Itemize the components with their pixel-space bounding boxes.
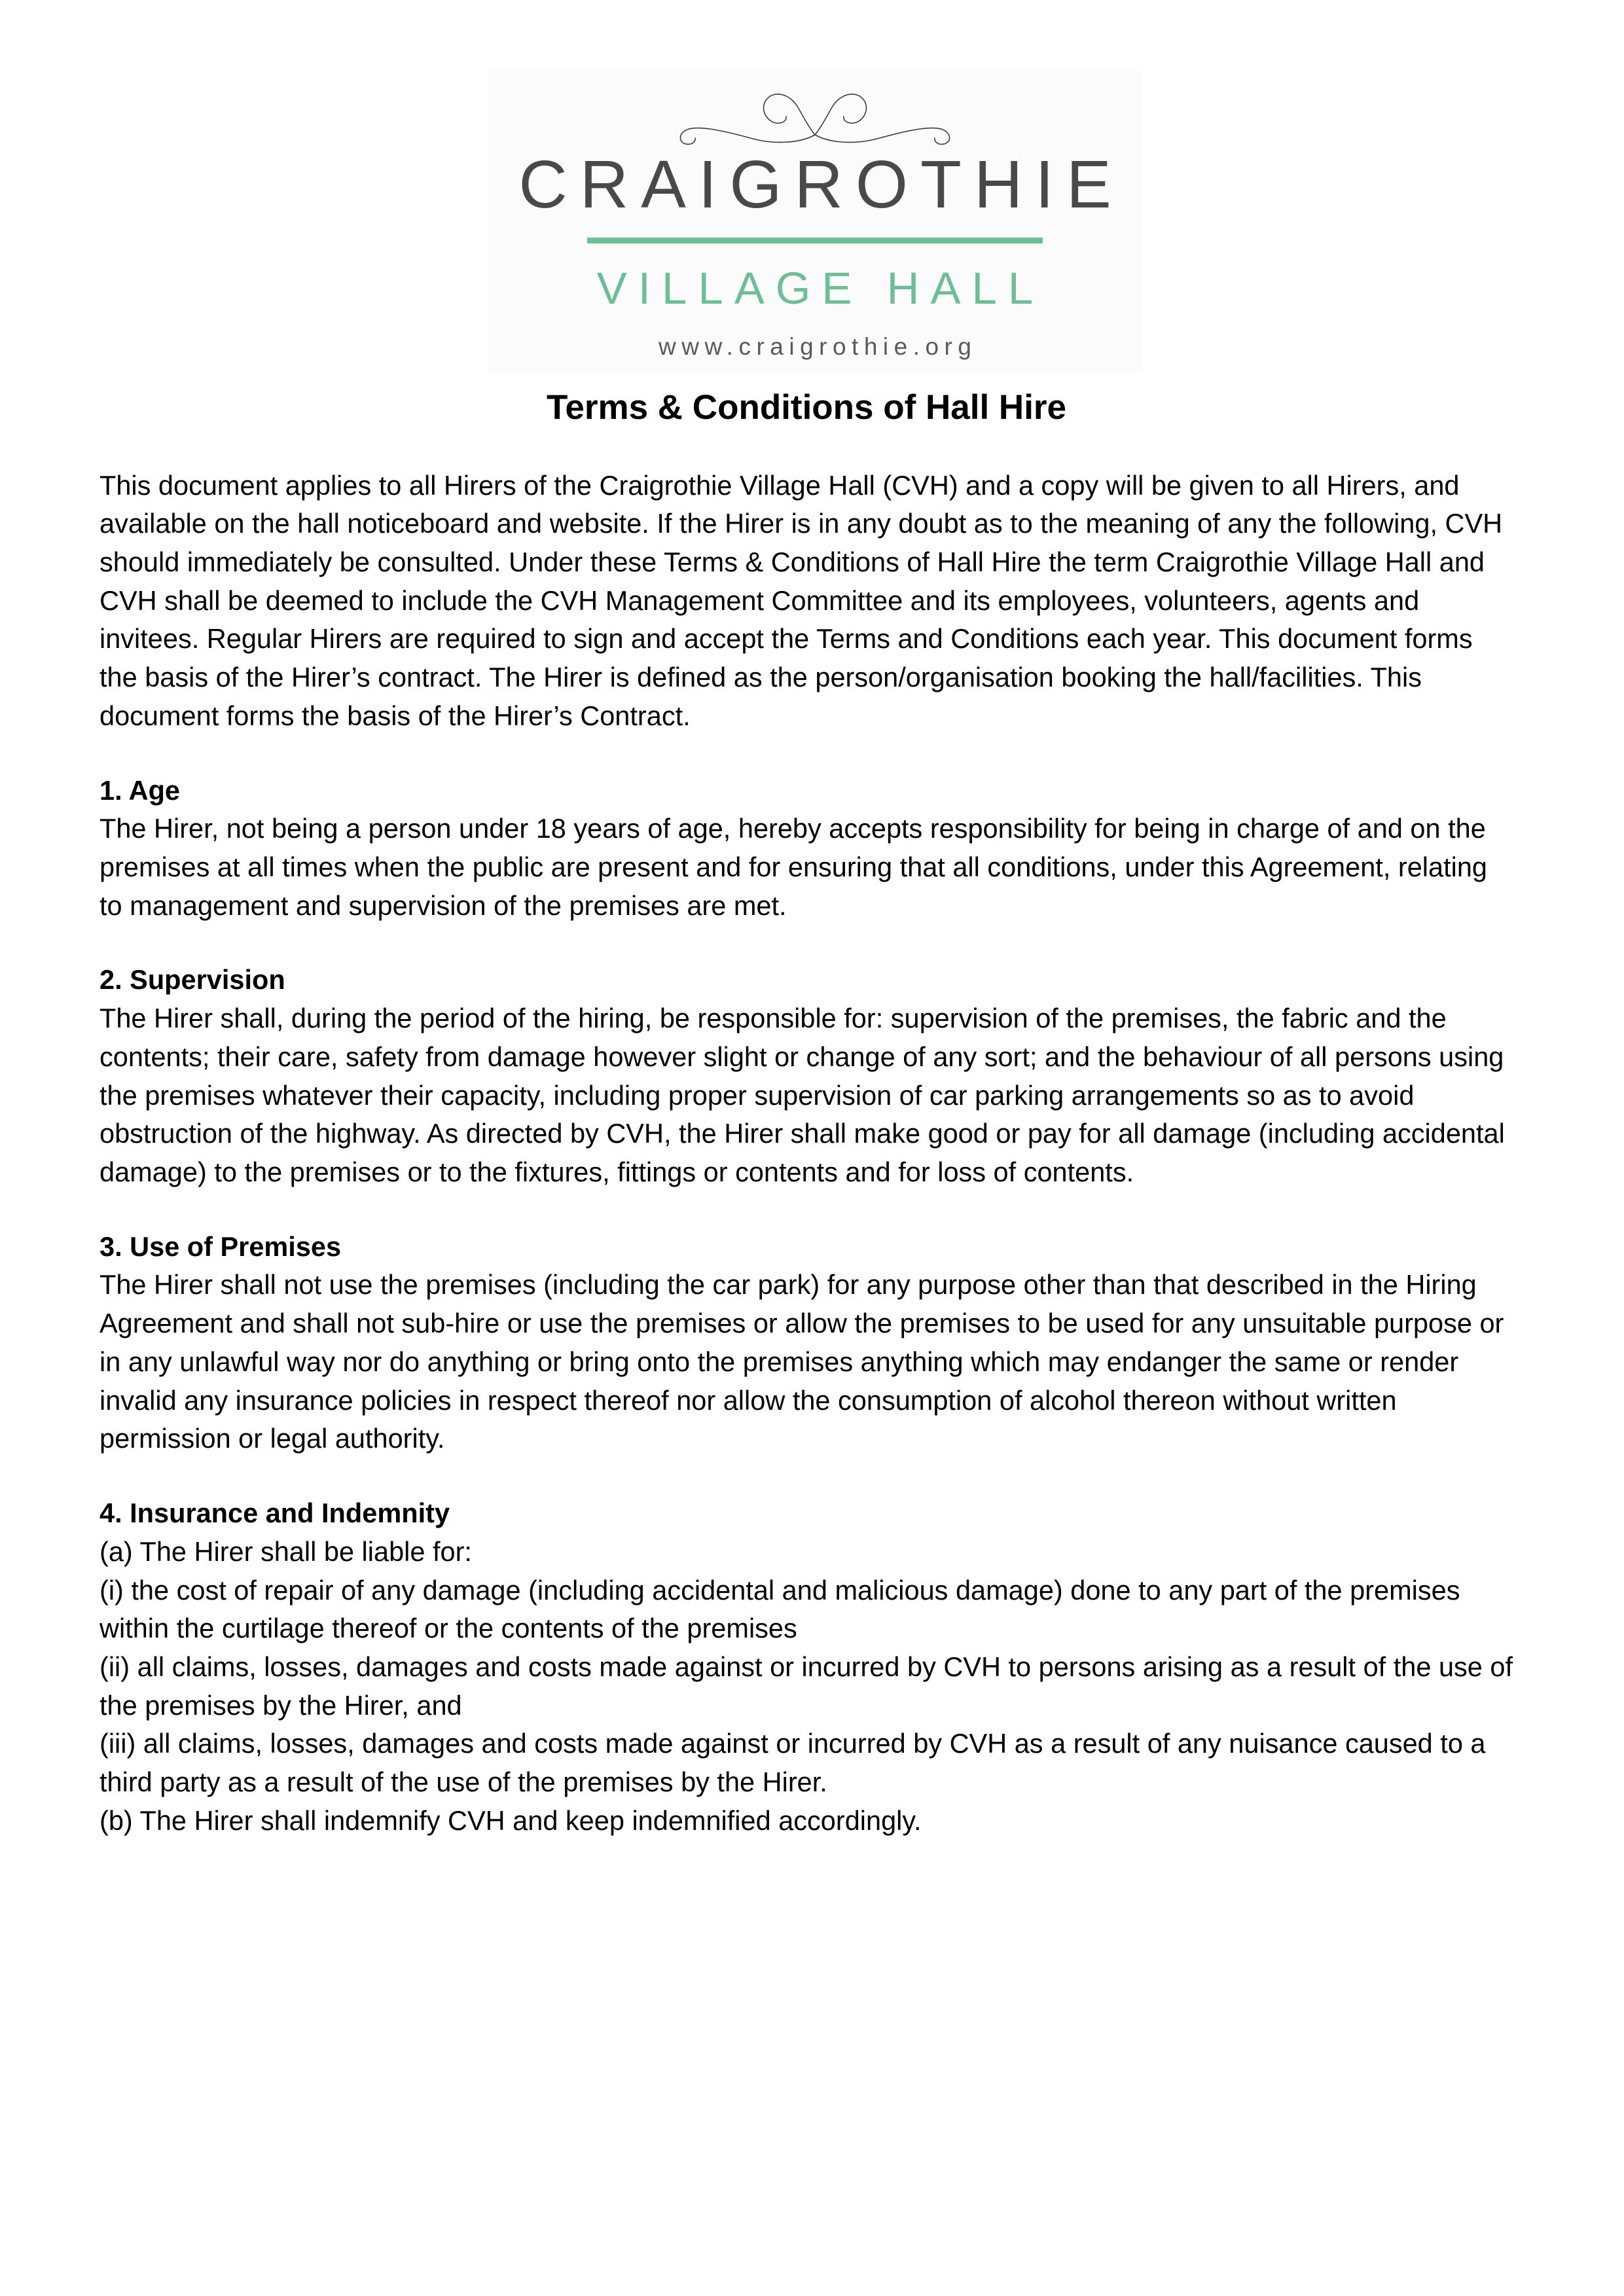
section-heading: 1. Age <box>99 774 181 806</box>
section-supervision <box>99 961 1513 1191</box>
page-title: Terms & Conditions of Hall Hire <box>546 388 1067 427</box>
section-body-clause-ii: (ii) all claims, losses, damages and costs made against or incurred by CVH to persons arising as a result of the use of the premises by the Hirer, and <box>99 1651 1513 1721</box>
section-use-of-premises <box>99 1228 1513 1458</box>
intro-paragraph: This document applies to all Hirers of the Craigrothie Village Hall (CVH) and a copy will be given to all Hirers, and available on the hall noticeboard and website. If the Hirer is in any doubt as to the meaning of any the following, CVH should immediately be consulted. Under these Terms & Conditions of Hall Hire the term Craigrothie Village Hall and CVH shall be deemed to include the CVH Management Committee and its employees, volunteers, agents and invitees. Regular Hirers are required to sign and accept the Terms and Conditions each year. This document forms the basis of the Hirer’s contract. The Hirer is defined as the person/organisation booking the hall/facilities. This document forms the basis of the Hirer’s Contract. <box>99 469 1503 731</box>
logo-wordmark: CRAIGROTHIE <box>518 147 1124 222</box>
flourish-ornament <box>674 84 956 147</box>
section-body: The Hirer, not being a person under 18 years of age, hereby accepts responsibility for being in charge of and on the premises at all times when the public are present and for ensuring that all conditions, under this Agreement, relating to management and supervision of the premises are met. <box>99 813 1487 921</box>
section-body: The Hirer shall, during the period of the hiring, be responsible for: supervision of the premises, the fabric and the contents; their care, safety from damage however slight or change of any sort; and the behaviour of all persons using the premises whatever their capacity, including proper supervision of car parking arrangements so as to avoid obstruction of the highway. As directed by CVH, the Hirer shall make good or pay for all damage (including accidental damage) to the premises or to the fixtures, fittings or contents and for loss of contents. <box>99 1003 1505 1188</box>
section-age <box>99 772 1513 925</box>
section-insurance-and-indemnity <box>99 1494 1513 1840</box>
section-body: The Hirer shall not use the premises (including the car park) for any purpose other than that described in the Hiring Agreement and shall not sub-hire or use the premises or allow the premises to be used for any unsuitable purpose or in any unlawful way nor do anything or bring onto the premises anything which may endanger the same or render invalid any insurance policies in respect thereof nor allow the consumption of alcohol thereon without written permission or legal authority. <box>99 1269 1504 1454</box>
logo-subwordmark: VILLAGE HALL <box>596 263 1045 314</box>
section-body-clause-iii: (iii) all claims, losses, damages and costs made against or incurred by CVH as a result of any nuisance caused to a third party as a result of the use of the premises by the Hirer. <box>99 1728 1486 1798</box>
section-heading: 3. Use of Premises <box>99 1230 342 1262</box>
document-body <box>99 387 1513 1840</box>
section-heading: 2. Supervision <box>99 964 285 996</box>
section-body-clause-b: (b) The Hirer shall indemnify CVH and keep indemnified accordingly. <box>99 1804 922 1836</box>
section-body-clause-i: (i) the cost of repair of any damage (including accidental and malicious damage) done to any part of the premises within the curtilage thereof or the contents of the premises <box>99 1574 1460 1644</box>
logo-website-url: www.craigrothie.org <box>659 333 977 360</box>
logo-divider-rule <box>587 238 1043 243</box>
village-hall-logo <box>488 71 1142 373</box>
section-heading: 4. Insurance and Indemnity <box>99 1498 450 1529</box>
section-body-clause-a: (a) The Hirer shall be liable for: <box>99 1535 472 1567</box>
